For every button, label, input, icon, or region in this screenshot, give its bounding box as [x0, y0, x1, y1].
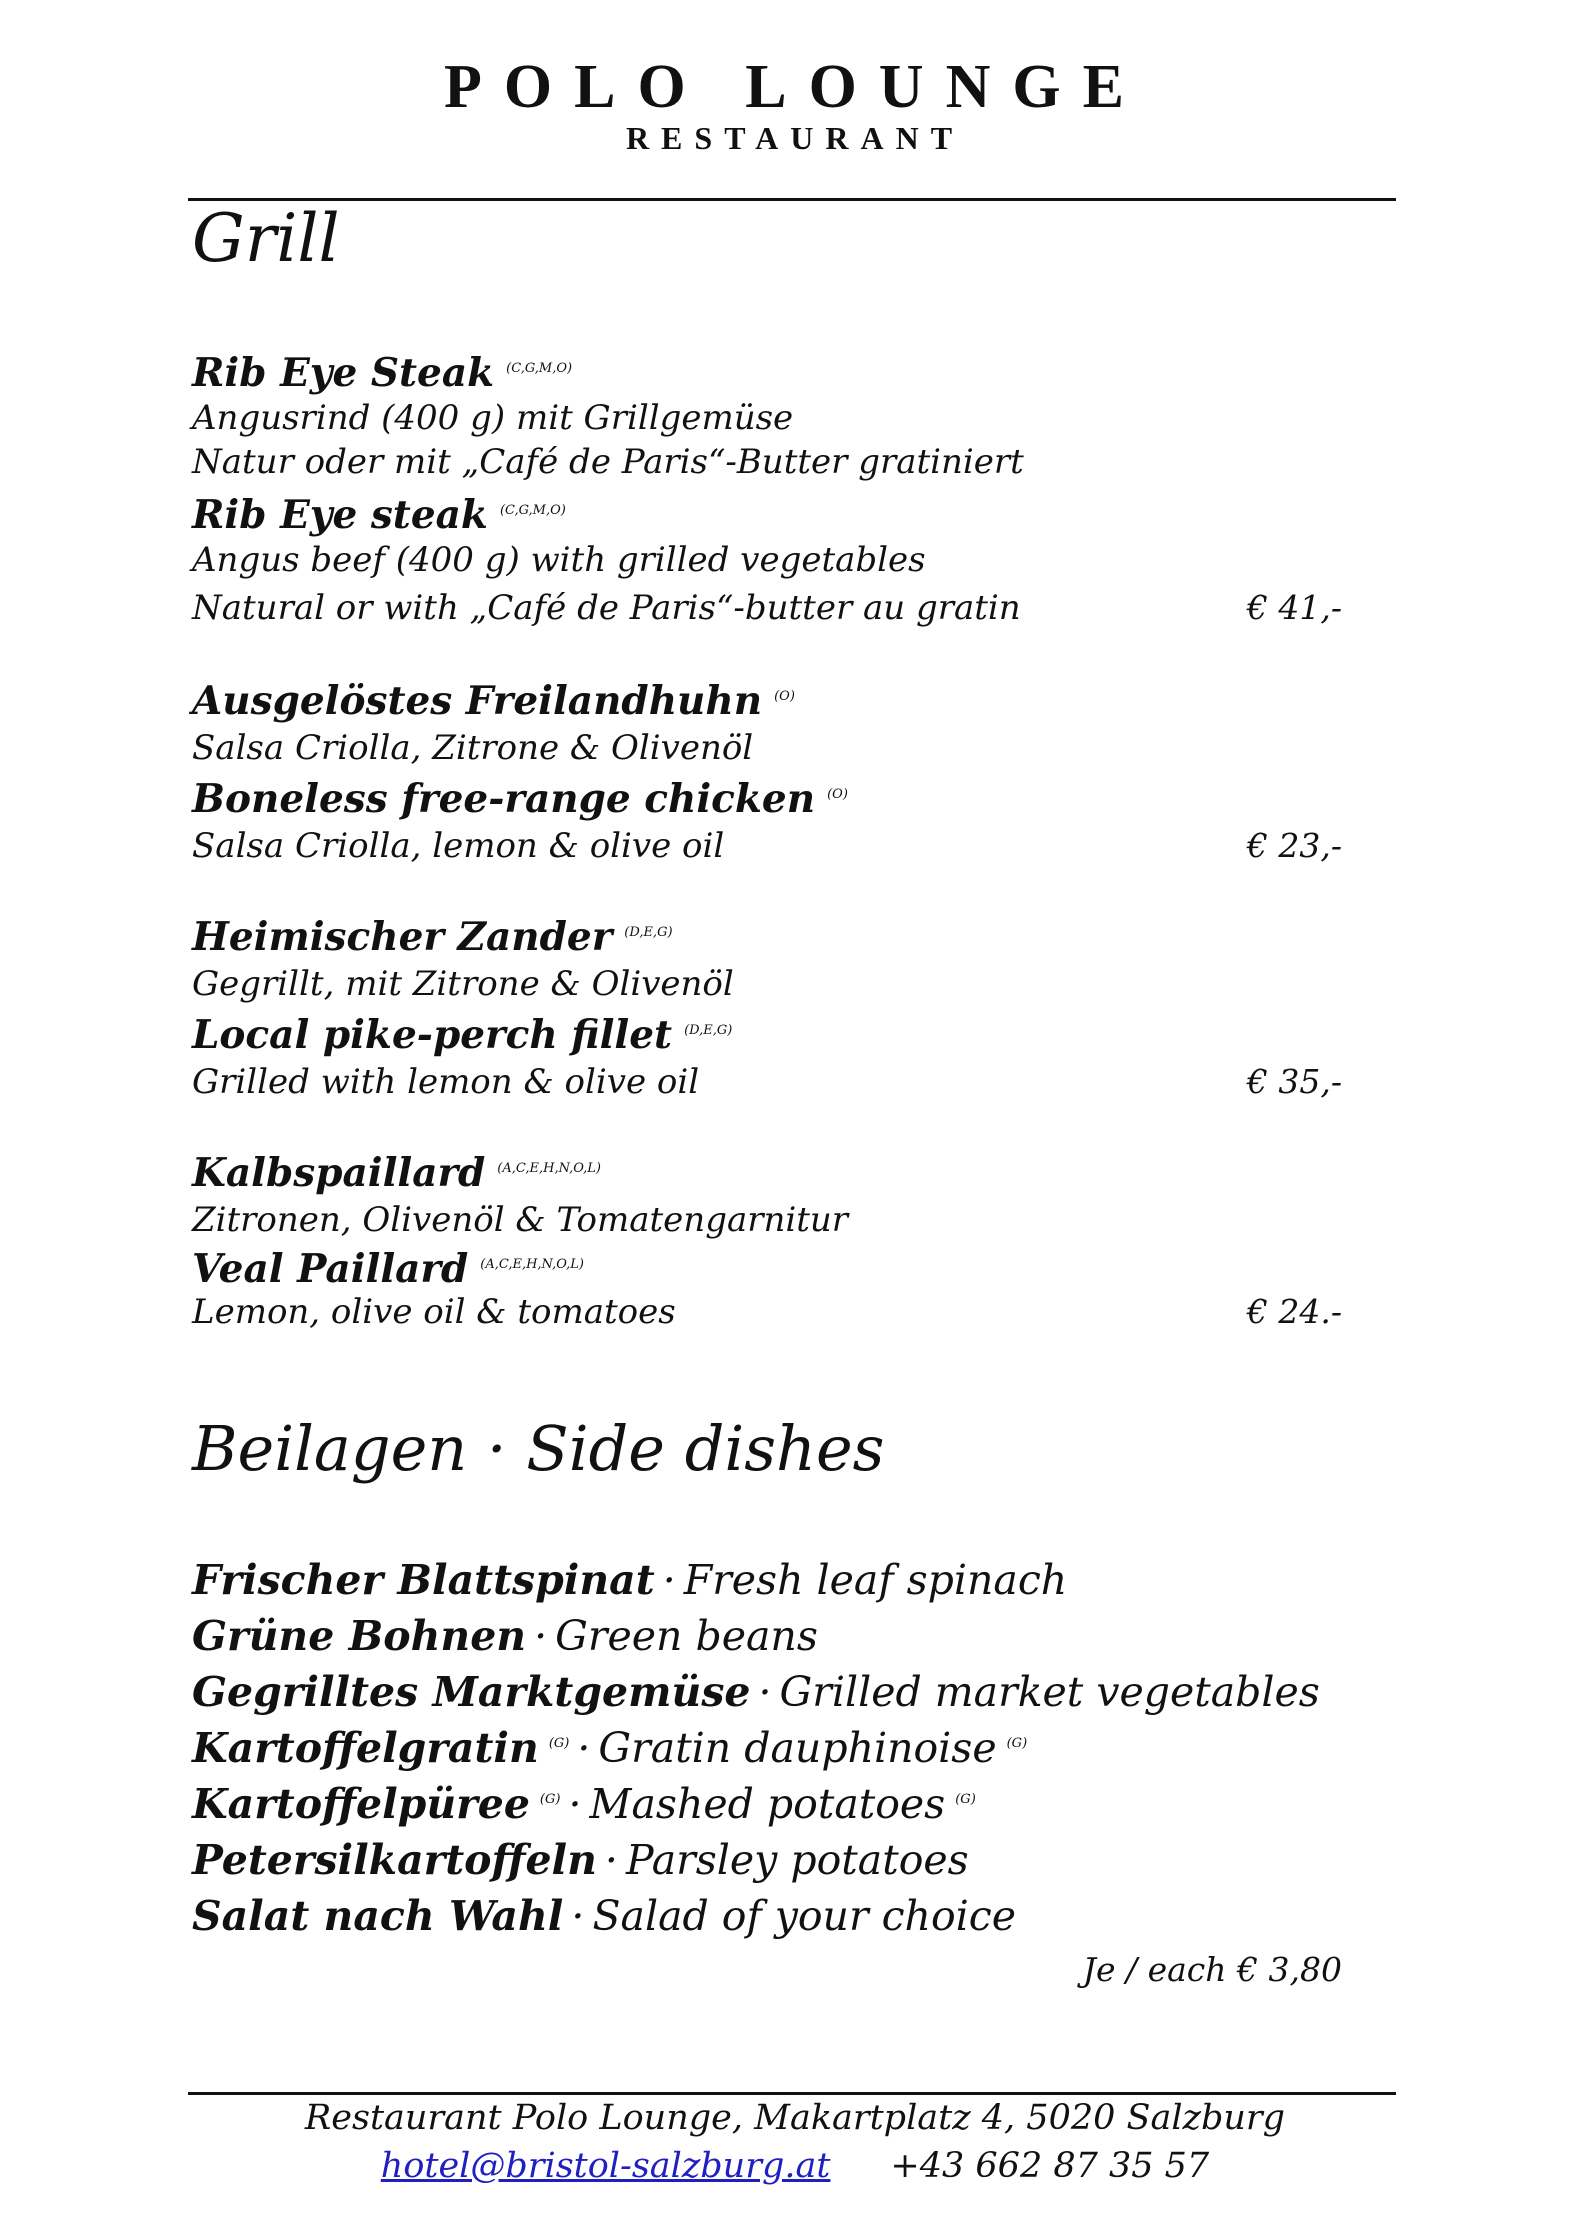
menu-item-name-en: Veal Paillard $^{(A,C,E,H,N,O,L)}$: [192, 1246, 584, 1292]
footer-address: Restaurant Polo Lounge, Makartplatz 4, 5020 Salzburg: [304, 2098, 1286, 2138]
menu-item-desc-en: Grilled with lemon & olive oil: [192, 1062, 700, 1102]
grill-heading: Grill: [192, 200, 340, 277]
menu-item-desc-de: Zitronen, Olivenöl & Tomatengarnitur: [192, 1200, 849, 1240]
side-dish-item: Salat nach Wahl · Salad of your choice: [192, 1892, 1016, 1940]
allergen-note: (A,C,E,H,N,O,L): [497, 1161, 601, 1176]
allergen-note: (D,E,G): [624, 925, 673, 940]
menu-item-name-en: Rib Eye steak $^{(C,G,M,O)}$: [192, 492, 566, 538]
menu-item-desc-de: Gegrillt, mit Zitrone & Olivenöl: [192, 964, 734, 1004]
menu-item-name-de: Ausgelöstes Freilandhuhn $^{(O)}$: [192, 678, 795, 724]
menu-item-name-de: Kalbspaillard $^{(A,C,E,H,N,O,L)}$: [192, 1150, 601, 1196]
menu-item-desc-de: Natur oder mit „Café de Paris“-Butter gratiniert: [192, 442, 1024, 482]
side-dish-item: Frischer Blattspinat · Fresh leaf spinach: [192, 1556, 1068, 1604]
menu-item-name-de: Heimischer Zander $^{(D,E,G)}$: [192, 914, 673, 960]
side-dish-item: Kartoffelgratin $^{(G)}$ · Gratin dauphinoise $^{(G)}$: [192, 1724, 1028, 1772]
restaurant-title: POLO LOUNGE: [444, 53, 1146, 121]
footer-divider: [188, 2092, 1396, 2095]
menu-item-name-en: Local pike-perch fillet $^{(D,E,G)}$: [192, 1012, 733, 1058]
menu-item-desc-en: Lemon, olive oil & tomatoes: [192, 1292, 676, 1332]
header-divider: [188, 198, 1396, 201]
email-link[interactable]: hotel@bristol-salzburg.at: [380, 2146, 831, 2186]
allergen-note: (O): [827, 787, 848, 802]
side-dish-item: Kartoffelpüree $^{(G)}$ · Mashed potatoes $^{(G)}$: [192, 1780, 976, 1828]
menu-item-desc-en: Natural or with „Café de Paris“-butter au gratin: [192, 588, 1021, 628]
side-dishes-heading: Beilagen · Side dishes: [192, 1412, 885, 1485]
menu-item-price: € 24.-: [1246, 1292, 1342, 1331]
footer-contact: [0, 2146, 1570, 2186]
allergen-note: (O): [774, 689, 795, 704]
side-dish-item: Grüne Bohnen · Green beans: [192, 1612, 818, 1660]
phone-number: +43 662 87 35 57: [890, 2146, 1210, 2186]
side-dish-item: Petersilkartoffeln · Parsley potatoes: [192, 1836, 969, 1884]
allergen-note: (C,G,M,O): [506, 361, 573, 376]
menu-item-desc-de: Salsa Criolla, Zitrone & Olivenöl: [192, 728, 754, 768]
side-dish-item: Gegrilltes Marktgemüse · Grilled market vegetables: [192, 1668, 1320, 1716]
menu-item-name-en: Boneless free-range chicken $^{(O)}$: [192, 776, 848, 822]
menu-item-price: € 41,-: [1246, 588, 1342, 627]
menu-item-desc-de: Angusrind (400 g) mit Grillgemüse: [192, 398, 794, 438]
menu-item-price: € 23,-: [1246, 826, 1342, 865]
allergen-note: (C,G,M,O): [499, 503, 566, 518]
menu-item-desc-en: Angus beef (400 g) with grilled vegetables: [192, 540, 926, 580]
allergen-note: (A,C,E,H,N,O,L): [480, 1257, 584, 1272]
menu-item-name-de: Rib Eye Steak $^{(C,G,M,O)}$: [192, 350, 573, 396]
allergen-note: (D,E,G): [684, 1023, 733, 1038]
menu-item-price: € 35,-: [1246, 1062, 1342, 1101]
menu-item-desc-en: Salsa Criolla, lemon & olive oil: [192, 826, 725, 866]
restaurant-subtitle: RESTAURANT: [625, 120, 965, 156]
side-dish-price: Je / each € 3,80: [1082, 1950, 1342, 1989]
